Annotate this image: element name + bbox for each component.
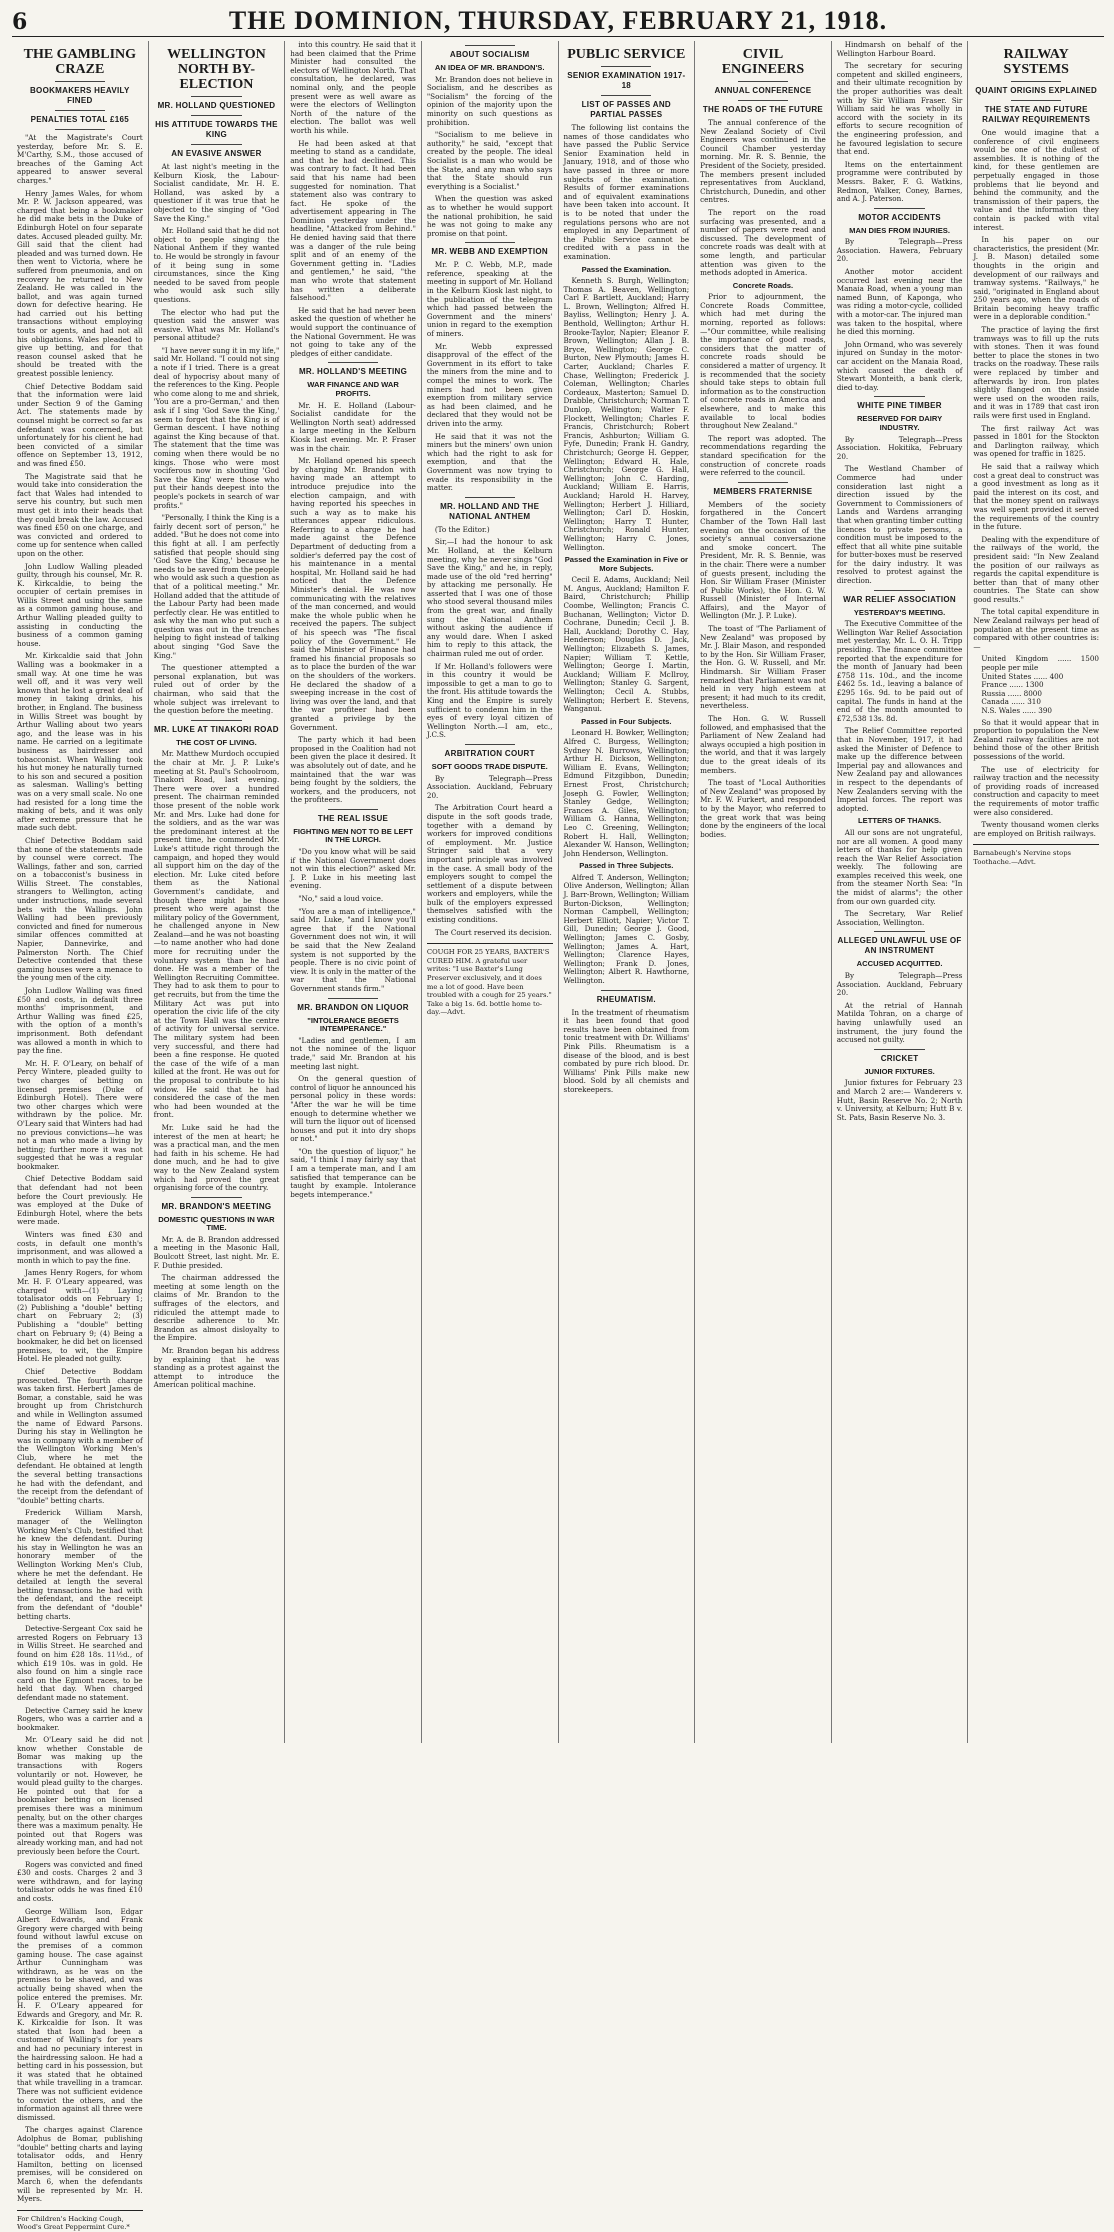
paragraph: Members of the society forgathered in the Concert Chamber of the Town Hall last evening on the occasion of the society's annual conversazione and smoke concert. The President, Mr. R. S. Bennie, was in the chair. There were a number of guests present, including the Hon. Sir William Fraser (Minister of Public Works), the Hon. G. W. Russell (Minister of Internal Affairs), and the Mayor of Wellington (Mr. J. P. Luke). [700,499,826,621]
subhead-rheumatism: RHEUMATISM. [596,994,656,1004]
paragraph: Mr. Holland said that he did not object to people singing the National Anthem if they wanted to. He would be strongly in favour of it being sung in some circumstances, since the King needed to be saved from people who would ask such silly questions. [153,226,280,304]
paragraph: Mr. H. E. Holland (Labour-Socialist candidate for the Wellington North seat) addressed a large meeting in the Kelburn Kiosk last evening. Mr. P. Fraser was in the chair. [290,400,416,453]
paragraph: By Telegraph—Press Association. Hokitika, February 20. [836,434,963,461]
paragraph: George William Ison, Edgar Albert Edwards, and Frank Gregory were charged with being found without lawful excuse on the premises of a common gaming house. The case against Arthur Cunningham was withdrawn, as he was on the premises to be shaved, and was actually being shaved when the police entered the premises. Mr. H. F. O'Leary appeared for Edwards and Gregory, and Mr. R. K. Kirkcaldie for Ison. It was stated that Ison had been a customer of Walling's for years and had no pecuniary interest in the hairdressing saloon. He had a betting card in his possession, but it was stated that he obtained that while travelling in a tramcar. There was not sufficient evidence to convict the others, and the information against all three were dismissed. [17,1906,143,2122]
subhead-minor: RESERVED FOR DAIRY INDUSTRY. [856,414,943,432]
list-heading: Passed in Four Subjects. [581,716,672,726]
subhead-socialism: ABOUT SOCIALISM [449,50,530,59]
headline-by-election: WELLINGTON NORTH BY-ELECTION [167,47,266,92]
paragraph: By Telegraph—Press Association. Auckland, February 20. [426,773,553,800]
subhead-minor: MAN DIES FROM INJURIES. [849,225,950,235]
paragraph: Chief Detective Boddam prosecuted. The fourth charge was taken first. Herbert James de Bomar, a constable, said he was brought up from Christchurch and while in Wellington assumed the name of Edward Parsons. During his stay in Wellington he was in company with a member of the Wellington Working Men's Club, where he met the defendant. He obtained at length the several betting transactions he had with the defendant, and the receipt from the defendant of "double" betting charts. [17,1366,143,1505]
column-4 [422,41,559,1743]
subhead-minor: WAR FINANCE AND WAR PROFITS. [307,380,399,398]
paragraph: Mr. Brandon began his address by explaining that he was standing as a protest against the attempt to introduce the American political machine. [153,1346,280,1390]
paragraph: "Socialism to me believe in authority," he said, "except that created by the people. The ideal Socialist is a man who would be the State, and any man who says that the State should run everything is a Socialist." [426,130,553,191]
subhead-holland-meeting: MR. HOLLAND'S MEETING [298,367,408,377]
paragraph: Frederick William Marsh, manager of the Wellington Working Men's Club, testified that he knew the defendant. During his stay in Wellington he was an honorary member of the Wellington Working Men's Club, where he met the defendant. He detailed at length the several betting transactions he had with the defendant, and the receipt from the defendant of "double" betting charts. [17,1508,143,1621]
paragraph: "Ladies and gentlemen, I am not the nominee of the liquor trade," said Mr. Brandon at his meeting last night. [290,1035,416,1071]
paragraph: He said that it was not the miners but the miners' own union which had the right to ask for exemption, and that the Government was now trying to evade its responsibility in the matter. [426,431,553,493]
page-number: 6 [12,9,28,35]
paragraph: John Ludlow Walling was fined £50 and costs, in default three months' imprisonment, and Arthur Walling was fined £25, with the option of a month's imprisonment. Both defendant was allowed a month in which to pay the fine. [17,986,143,1056]
paragraph: So that it would appear that in proportion to population the New Zealand railway facilities are not behind those of the other British possessions of the world. [973,717,1099,761]
headline-railway: RAILWAY SYSTEMS [1003,47,1069,77]
subhead-motor: MOTOR ACCIDENTS [858,212,941,222]
subhead: ANNUAL CONFERENCE [714,86,812,95]
paragraph: The following list contains the names of those candidates who have passed the Public Service Senior Examination held in January, 1918, and of those who have passed in three or more subjects of the examination. Results of former examinations and of equivalent examinations have been taken into account. It is to be noted that under the regulations persons who are not employed in any Department of the Public Service cannot be credited with a pass in the examination. [563,123,690,261]
paragraph: If Mr. Holland's followers were in this country it would be impossible to get a man to go to the front. His attitude towards the King and the Empire is surely sufficient to condemn him in the eyes of every loyal citizen of Wellington North.—I am, etc., J.C.S. [426,661,553,740]
advertisement: COUGH FOR 25 YEARS, BAXTER'S CURED HIM. A grateful user writes: "I use Baxter's Lung Preserver exclusively, and it does me a lot of good. Have been troubled with a cough for 25 years." Take a big 1s. 6d. bottle home to-day.—Advt. [426,948,552,1017]
subhead-minor: "INTOLERANCE BEGETS INTEMPERANCE." [307,1015,399,1034]
subhead-penalties: PENALTIES TOTAL £165 [30,115,129,124]
paragraph: Dealing with the expenditure of the railways of the world, the president said: "In New Zealand the position of our railways as regards the capital expenditure is better than that of many other countries. The State can show good results." [973,534,1099,604]
paragraph: He had been asked at that meeting to stand as a candidate, and that he had declined. This was contrary to fact. It had been said that his name had been suggested for nomination. That statement also was contrary to fact. He spoke of the advertisement appearing in The Dominion yesterday under the headline, "Attacked from Behind." He denied having said that there was a danger of the rule being split and of an enemy of the Government getting in. "Ladies and gentlemen," he said, "the man who wrote that statement has written a deliberate falsehood." [290,138,416,303]
subhead: QUAINT ORIGINS EXPLAINED [975,86,1098,95]
paragraph: Detective Carney said he knew Rogers, who was a carrier and a bookmaker. [17,1705,143,1732]
advertisement: In the treatment of rheumatism it has been found that good results have been obtained from tonic treatment with Dr. Williams' Pink Pills. Rheumatism is a disease of the blood, and is best combated by pure rich blood. Dr. Williams' Pink Pills make new blood. Sold by all chemists and storekeepers. [563,1007,690,1094]
list-item: France ...... 1300 [981,680,1044,690]
paragraph: Mr. Matthew Murdoch occupied the chair at Mr. J. P. Luke's meeting at St. Paul's Schoolroom, Tinakori Road, last evening. There were over a hundred present. The chairman reminded those present of the noble work Mr. and Mrs. Luke had done for the soldiers, and as the war was the predominant interest at the present time, he commended Mr. Luke's attitude right through the campaign, and hoped they would all support him on the day of the election. Mr. Luke cited before them as the National Government's candidate, and though there might be those present who were against the military policy of the Government, he challenged anyone in New Zealand—and he was not boasting—to name another who had done more for recruiting under the voluntary system than he had done. He was a member of the Wellington Recruiting Committee. They had to ask them to pour to get recruits, but from the time the Military Act was put into operation the civic life of the city at the Town Hall was the centre of activity for universal service. The military system had been very successful, and there had been a fine response. He quoted the case of the wife of a man killed at the front. He was out for the proposal to contribute to his widow. He said that he had considered the case of the men who had been wounded at the front. [153,749,280,1120]
paragraph: The practice of laying the first tramways was to fill up the ruts with stones. Then it was found better to place the stones in two tracks on the roadway. These rails were replaced by timber and afterwards by iron. Iron plates slightly flanged on the inside were used on the wooden rails, and it was in 1789 that cast iron rails were first used in England. [973,325,1099,420]
subhead-webb: MR. WEBB AND EXEMPTION [431,247,548,257]
headline-gambling: THE GAMBLING CRAZE [23,47,137,77]
subhead-minor: AN IDEA OF MR. BRANDON'S. [434,63,545,72]
column-2 [149,41,286,1743]
paragraph: All our sons are not ungrateful, nor are all women. A good many letters of thanks for help given reach the War Relief Association weekly. The following are examples received this week, one from the steamer North Sea: "In the midst of alarms"; the other from our own guarded city. [836,827,963,906]
paragraph: Mr. Luke said he had the interest of the men at heart; he was a practical man, and the men had faith in his scheme. He had done much, and he had to give way to the New Zealand system which had proved the great organising force of the country. [153,1122,280,1193]
paragraph: The total capital expenditure in New Zealand railways per head of population at the present time as compared with other countries is:— [973,607,1099,651]
paragraph: One would imagine that a conference of civil engineers would be one of the dullest of assemblies. It is nothing of the kind, for these gentlemen are perpetually engaged in those problems that lie beyond and behind the community, and the transmission of their papers, the value and the information they contain is packed with vital interest. [973,128,1099,232]
paragraph: The toast of "Local Authorities of New Zealand" was proposed by Mr. F. W. Furkert, and responded to by the Mayor, who referred to the great work that was being done by the engineers of the local bodies. [700,778,826,839]
subhead-minor: JUNIOR FIXTURES. [864,1066,935,1076]
newspaper-title: THE DOMINION, THURSDAY, FEBRUARY 21, 1918. [228,6,888,35]
paragraph: The Hon. G. W. Russell followed, and emphasised that the Parliament of New Zealand had always occupied a high position in the world, and that it was largely due to the great ideals of its members. [700,714,826,775]
paragraph: Detective-Sergeant Cox said he arrested Rogers on February 13 in Willis Street. He searched and found on him £28 18s. 11½d., of which £19 10s. was in gold. He also found on him a single race card on the Egmont races, to be held that day. When charged defendant made no statement. [17,1624,143,1702]
list-item: N.S. Wales ...... 390 [981,706,1053,715]
list-item: United Kingdom ...... 1500 people per mile [981,654,1099,673]
paragraph: At last night's meeting in the Kelburn Kiosk, the Labour-Socialist candidate, Mr. H. E. Holland, was asked by a questioner if it was true that he objected to the singing of "God Save the King." [153,162,280,223]
subhead: HIS ATTITUDE TOWARDS THE KING [155,120,278,139]
paragraph: Items on the entertainment programme were contributed by Messrs. Baker, F. G. Watkins, Redmon, Walker, Coney, Barnes, and A. J. Paterson. [836,159,963,204]
paragraph: The use of electricity for railway traction and the necessity of providing roads of increased construction and capacity to meet the requirements of motor traffic were also considered. [973,764,1099,817]
paragraph: into this country. He said that it had been claimed that the Prime Minister had consulted the electors of Wellington North. That consultation, he declared, was nominal only, and the people present were as well aware as were the electors of Wellington North of the nature of the election. The ballot was well worth his while. [290,40,416,135]
subhead-arbitration: ARBITRATION COURT [444,748,535,758]
paragraph: On the general question of control of liquor he announced his personal policy in these words: "After the war he will be time enough to determine whether we will turn the liquor out of licensed houses and put it into dry shops or not." [290,1074,416,1144]
paragraph: He said that a railway which cost a great deal to construct was a good investment as long as it paid the interest on its cost, and that the money spent on railways was well spent provided it served the requirements of the country in the future. [973,461,1099,532]
paragraph: The annual conference of the New Zealand Society of Civil Engineers was continued in the Council Chamber yesterday morning. Mr. R. S. Bennie, the President of the Society, presided. The members present included representatives from Auckland, Christchurch, Dunedin, and other centres. [700,118,826,205]
paragraph: (To the Editor.) [434,524,490,534]
paragraph: James Henry Rogers, for whom Mr. H. F. O'Leary appeared, was charged with—(1) Laying totalisator odds on February 1; (2) Publishing a "double" betting chart on February 2; (3) Publishing a "double" betting chart on February 9; (4) Being a bookmaker, he did bet on licensed premises, to wit, the Empire Hotel. He pleaded not guilty. [17,1268,143,1364]
name-list: Cecil E. Adams, Auckland; Neil M. Angus, Auckland; Hamilton F. Baird, Christchurch; Phillip Coombe, Wellington; Francis C. Buchanan, Wellington; Victor D. Cochrane, Dunedin; Cecil J. B. Hall, Auckland; Dorothy C. Hay, Henderson; Douglas D. Jack, Wellington; Elizabeth S. James, Napier; William T. Kettle, Wellington; George I. Martin, Auckland; William F. McIlroy, Wellington; Stanley G. Sargent, Wellington; Cecil A. Stubbs, Wellington; Herbert E. Stevens, Wanganui. [563,575,690,714]
rates-list [973,655,1099,715]
paragraph: The Westland Chamber of Commerce had under consideration last night a direction issued by the Government to Commissioners of Lands and Wardens arranging that when granting timber cutting licences to private persons, a condition must be imposed to the effect that all white pine suitable for butter-boxes must be reserved for the dairy industry. It was resolved to protest against the direction. [836,464,963,586]
columns [12,40,1104,2232]
column-8 [968,41,1104,1743]
paragraph: The report was adopted. The recommendations regarding the standard specification for the construction of concrete roads were referred to the council. [700,433,826,478]
paragraph: Mr. Brandon does not believe in Socialism, and he describes as "Socialism" the forcing of the opinion of the majority upon the minority on such questions as prohibition. [426,74,553,127]
paragraph: By Telegraph—Press Association. Auckland, February 20. [836,971,963,998]
subhead: LIST OF PASSES AND PARTIAL PASSES [581,100,672,119]
paragraph: The chairman addressed the meeting at some length on the claims of Mr. Brandon to the suffrages of the electors, and ridiculed the attempt made to describe adherence to Mr. Brandon as almost disloyalty to the Empire. [153,1273,280,1343]
name-list: Kenneth S. Burgh, Wellington; Thomas A. Beaven, Wellington; Carl F. Bartlett, Auckland; Harry L. Brown, Wellington; Alfred H. Bayliss, Wellington; Henry J. A. Benthold, Wellington; Arthur H. Brooke-Taylor, Napier; Eleanor F. Brown, Wellington; Allan J. B. Bryce, Wellington; George C. Burton, New Plymouth; James H. Carter, Auckland; Charles F. Chase, Wellington; Frederick J. Coleman, Wellington; Charles Cordeaux, Masterton; Samuel D. Drabble, Christchurch; Norman T. Dunlop, Wellington; Walter F. Flockett, Wellington; Charles F. Francis, Christchurch; Robert Francis, Ashburton; William G. Fyfe, Dunedin; Frank H. Gandry, Christchurch; George H. Gepper, Wellington; Edward H. Hale, Christchurch; George G. Hall, Wellington; John C. Harding, Auckland; William E. Harris, Auckland; Harold H. Harvey, Wellington; Herbert J. Hilliard, Wellington; Carl D. Hoskin, Wellington; Harry T. Hunter, Christchurch; Ronald Hunter, Wellington; Harry C. Jones, Wellington. [563,276,690,552]
paragraph: Chief Detective Boddam said that the information were laid under Section 9 of the Gaming Act. The statements made by counsel might be correct so far as defendant was concerned, but unfortunately for his client he had been convicted of a similar offence on September 13, 1912, and was fined £50. [17,381,143,468]
name-list: Alfred T. Anderson, Wellington; Olive Anderson, Wellington; Allan J. Barr-Brown, Wellington; William Burton-Dickson, Wellington; Norman Campbell, Wellington; Herbert Elliott, Napier; Victor T. Gill, Dunedin; George J. Good, Wellington; James C. Gosby, Wellington; James A. Hart, Wellington; Clarence Hayes, Wellington; Frank D. Jones, Wellington; Albert R. Hawthorne, Wellington. [563,872,690,985]
subhead-luke: MR. LUKE AT TINAKORI ROAD [154,724,279,734]
paragraph: The first railway Act was passed in 1801 for the Stockton and Darlington railway, which was opened for traffic in 1825. [973,423,1099,459]
subhead-minor: SOFT GOODS TRADE DISPUTE. [431,761,548,771]
paragraph: "At the Magistrate's Court yesterday, before Mr. S. E. M'Carthy, S.M., those accused of breaches of the Gaming Act appeared to answer several charges." [17,133,143,185]
paragraph: John Ludlow Walling pleaded guilty, through his counsel, Mr. R. K. Kirkcaldie, to being the occupier of certain premises in Willis Street and using the same as a common gaming house, and Arthur Walling pleaded guilty to assisting in conducting the business of a common gaming house. [17,561,143,648]
subhead-minor: Concrete Roads. [732,280,794,290]
headline-public-service: PUBLIC SERVICE [567,47,686,62]
paragraph: The Magistrate said that he would take into consideration the fact that Wales had intended to serve his country, but such men must get it into their heads that they could break the law. Accused was fined £50 on one charge, and was convicted and ordered to come up for sentence when called upon on the other. [17,471,143,558]
column-3 [285,41,422,1743]
paragraph: Mr. P. C. Webb, M.P., made reference, speaking at the meeting in support of Mr. Holland in the Kelburn Kiosk last night, to the publication of the telegram which had passed between the Government and the miners' union in regard to the exemption of miners. [426,260,553,339]
subhead-members: MEMBERS FRATERNISE [713,486,813,496]
paragraph: At the retrial of Hannah Matilda Tohran, on a charge of having unlawfully used an instrument, the jury found the accused not guilty. [836,1000,963,1045]
subhead: AN EVASIVE ANSWER [171,149,262,158]
paragraph: Mr. O'Leary said he did not know whether Constable de Bomar was making up the transactions with Rogers voluntarily or not. However, he would plead guilty to the charges. He pointed out that for a bookmaker betting on licensed premises there was a minimum penalty, but on the other charges there was a maximum penalty. He pointed out that Rogers was already working man, and had not previously been before the Court. [17,1735,143,1856]
subhead-minor: ACCUSED ACQUITTED. [856,959,943,969]
subhead-bookmakers: BOOKMAKERS HEAVILY FINED [29,86,130,105]
paragraph: The Court reserved its decision. [434,927,552,937]
list-heading: Passed the Examination. [581,264,672,274]
subhead-liquor: MR. BRANDON ON LIQUOR [297,1002,409,1012]
subhead: THE STATE AND FUTURE RAILWAY REQUIREMENTS [982,105,1091,124]
paragraph: Mr. Holland opened his speech by charging Mr. Brandon with having made an attempt to introduce prejudice into the election campaign, and with having reported his speeches in such a way as to make his utterances appear ridiculous. Referring to a charge he had made against the Defence Department of deducting from a soldier's deferred pay the cost of his maintenance in a mental hospital, Mr. Holland said he had noticed that the Defence Minister's denial. He was now communicating with the relatives of the man concerned, and would make the whole public when he received the papers. The subject of his speech was "The fiscal policy of the Government." He said the Minister of Finance had framed his financial proposals so as to place the burden of the war on the shoulders of the workers. He declared the shadow of a sweeping increase in the cost of living was over the land, and that the war profiteer had been granted a privilege by the Government. [290,456,416,732]
paragraph: Another motor accident occurred last evening near the Manaia Road, when a young man named Bunn, of Kaponga, who was riding a motor-cycle, collided with a motor-car. The injured man was taken to the hospital, where he died this morning. [836,267,963,337]
paragraph: Mr. H. F. O'Leary, on behalf of Percy Wintere, pleaded guilty to two charges of betting on licensed premises (Duke of Edinburgh Hotel). There were two other charges which were withdrawn by the police. Mr. O'Leary said that Winters had had no previous convictions—he was not a man who made a living by betting; further more it was not suggested that he was a regular bookmaker. [17,1058,143,1171]
list-item: Russia ...... 8000 [981,688,1042,698]
subhead-minor: DOMESTIC QUESTIONS IN WAR TIME. [158,1214,275,1233]
subhead: SENIOR EXAMINATION 1917-18 [567,71,686,90]
column-1 [12,41,149,2232]
paragraph: Winters was fined £30 and costs, in default one month's imprisonment, and was allowed a month in which to pay the fine. [17,1230,143,1265]
paragraph: "You are a man of intelligence," said Mr. Luke, "and I know you'll agree that if the National Government does not win, it will be said that the New Zealand system is not supported by the people. There is no civic point of view. It is only in the matter of the war that the National Government stands firm." [290,906,416,993]
paragraph: The report on the road surfacing was presented, and a number of papers were read and discussed. The development of concrete roads was dealt with at some length, and particular attention was given to the methods adopted in America. [700,207,826,278]
list-item: Canada ...... 310 [981,697,1041,707]
paragraph: Sir,—I had the honour to ask Mr. Holland, at the Kelburn meeting, why he never sings "God Save the King," and he, in reply, made use of the old "red herring" by attacking me personally. He asserted that I was one of those who stood several thousand miles from the great war, and finally sung the National Anthem without asking the audience if any would dare. When I asked him to reply to this attack, the chairman ruled me out of order. [426,537,553,659]
paragraph: Rogers was convicted and fined £30 and costs. Charges 2 and 3 were withdrawn, and for laying totalisator odds he was fined £10 and costs. [17,1859,143,1903]
name-list: Leonard H. Bowker, Wellington; Alfred C. Burgess, Wellington; Sydney N. Burrows, Wellington; Arthur H. Dickson, Wellington; William E. Evans, Wellington; Edmund Fitzgibbon, Dunedin; Ernest Frost, Christchurch; Joseph G. Fowler, Wellington; Stanley Gedge, Wellington; Frances A. Giles, Wellington; William G. Hanna, Wellington; Leo C. Greening, Wellington; Robert H. Hall, Wellington; Alexander W. Hanson, Wellington; John Henderson, Wellington. [563,728,690,858]
list-heading: Passed the Examination in Five or More Subjects. [564,555,688,573]
paragraph: The secretary for securing competent and skilled engineers, and their ultimate recognition by the proper authorities was dealt with by Sir William Fraser. Sir William said he was wholly in accord with the society in its efforts to secure recognition of the engineering profession, and he favoured legislation to secure that end. [836,61,963,157]
paragraph: John Ormand, who was severely injured on Sunday in the motor-car accident on the Manaia Road, which caused the death of Stewart Monteith, a bank clerk, died to-day. [836,339,963,392]
paragraph: Prior to adjournment, the Concrete Roads Committee, which had met during the morning, reported as follows:—"Our committee, while realising the importance of good roads, considers that the matter of concrete roads should be considered a matter of urgency. It is recommended that the society should take steps to obtain full information as to the construction of concrete roads in America and elsewhere, and to make this available to local bodies throughout New Zealand." [700,292,826,431]
subhead-minor: YESTERDAY'S MEETING. [853,607,946,617]
column-7 [832,41,969,1743]
advertisement: For Children's Hacking Cough, Wood's Great Peppermint Cure.* [17,2214,130,2232]
paragraph: "Personally, I think the King is a fairly decent sort of person," he added. "But he does not come into this fight at all. I am perfectly satisfied that people should sing 'God Save the King,' because he needs to be saved from the people who would ask such a question as that of a political meeting." Mr. Holland added that the attitude of the Labour Party had been made perfectly clear. He was entitled to ask why the man who put such a question was out in the trenches helping to fight instead of talking about singing "God Save the King." [153,513,280,660]
paragraph: Twenty thousand women clerks are employed on British railways. [973,820,1099,838]
column-6 [695,41,832,1743]
subhead-real-issue: THE REAL ISSUE [317,813,389,823]
paragraph: When the question was asked as to whether he would support the national prohibition, he said he was not going to make any promise on that point. [426,194,553,238]
paragraph: Chief Detective Boddam said that none of the statements made by counsel were correct. The Wallings, father and son, carried on a tobacconist's business in Willis Street. The constables, strangers to Wellington, acting under instructions, made several bets with the Wallings. John Walling had been previously convicted and fined for numerous similar offences committed at Napier, Dannevirke, and Palmerston North. The Chief Detective contended that these gaming houses were a menace to the young men of the city. [17,835,143,983]
paragraph: "No," said a loud voice. [298,894,384,904]
paragraph: He said that he had never been asked the question of whether he would support the continuance of the National Government. He was not going to take any of the pledges of either candidate. [290,305,416,358]
subhead-anthem: MR. HOLLAND AND THE NATIONAL ANTHEM [440,501,540,521]
paragraph: The party which it had been proposed in the Coalition had not been given the place it desired. It was absolutely out of date, and he maintained that the war was being fought by the soldiers, the workers, and the producers, not the profiteers. [290,735,416,805]
subhead-war-relief: WAR RELIEF ASSOCIATION [843,594,956,604]
paragraph: The Relief Committee reported that in November, 1917, it had asked the Minister of Defence to make up the difference between Imperial pay and allowances and New Zealand pay and allowances in respect to the dependants of New Zealanders serving with the Imperial forces. The report was adopted. [836,726,963,813]
paragraph: Junior fixtures for February 23 and March 2 are:— Wanderers v. Hutt, Basin Reserve No. 2; North v. University, at Kelburn; Hutt B v. St. Pats, Basin Reserve No. 3. [836,1078,963,1122]
paragraph: "I have never sung it in my life," said Mr. Holland. "I could not sing a note if I tried. There is a great deal of hypocrisy about many of the references to the King. People who come along to me and shriek, 'You are a pro-German,' and then ask if I sing 'God Save the King,' seem to forget that the King is of German descent. I have nothing against the King because of that. The statement that the time was coming when there would be no kings. Those who were most vociferous now in shouting 'God Save the King' were those who put their hands deepest into the people's pockets in search of war profits." [153,345,280,510]
paragraph: "Do you know what will be said if the National Government does not win this election?" asked Mr. J. P. Luke in his meeting last evening. [290,847,416,891]
paragraph: The Secretary, War Relief Association, Wellington. [836,909,963,927]
subhead: THE ROADS OF THE FUTURE [702,105,824,114]
paragraph: The Executive Committee of the Wellington War Relief Association met yesterday, Mr. L. O. H. Tripp presiding. The finance committee reported that the expenditure for the month of January had been £758 11s. 10d., and the income £462 5s. 1d., leaving a balance of £295 16s. 9d. to be paid out of capital. The funds in hand at the end of the month amounted to £72,538 13s. 8d. [836,619,963,723]
paragraph: Mr. Webb expressed disapproval of the effect of the Government in its effort to take the miners from the mine and to compel the mines to work. The miners had not been given exemption from military service as had been claimed, and he declared that they would not be driven into the army. [426,341,553,428]
paragraph: Henry James Wales, for whom Mr. P. W. Jackson appeared, was charged that being a bookmaker he did make bets in the Duke of Edinburgh Hotel on four separate dates. Accused pleaded guilty. Mr. Gill said that the client had pleaded and was turned down. He then went to Victoria, where he suffered from pneumonia, and on recovery he returned to New Zealand. He was called in the ballot, and was again turned down for defective hearing. He had carried out his betting transactions without employing touts or agents, and had not all his obligations. Wales pleaded to give up betting, and for that reason counsel asked that he should be treated with the greatest possible leniency. [17,188,143,379]
list-item: United States ...... 400 [981,671,1064,681]
subhead-cricket: CRICKET [880,1053,919,1063]
subhead-minor: THE COST OF LIVING. [176,737,257,747]
paragraph: The charges against Clarence Adolphus de Bomar, publishing "double" betting charts and laying totalisator odds, and Henry Hamilton, betting on licensed premises, will be considered on March 6, when the defendants will be represented by Mr. H. Myers. [17,2125,143,2204]
paragraph: Mr. Kirkcaldie said that John Walling was a bookmaker in a small way. At one time he was well off, and it was very well known that he lost a great deal of money in taking drinks, his brother, in England. The business in Willis Street was bought by Arthur Walling about two years ago, and the lease was in his name. He carried on a legitimate business as hairdresser and tobacconist. When Walling took his hut money he naturally turned to his son and secured a position as salesman. Walling's betting was on a very small scale. No one had resisted for a long time the making of bets, and it was only after extreme pressure that he made such debt. [17,651,143,833]
subhead-minor: LETTERS OF THANKS. [858,816,942,826]
paragraph: "On the question of liquor," he said, "I think I may fairly say that I am a temperate man, and I am satisfied that temperance can be taught by example. Intolerance begets intemperance." [290,1146,416,1199]
list-heading: Passed in Three Subjects. [579,861,674,871]
masthead [12,6,1104,37]
subhead-unlawful: ALLEGED UNLAWFUL USE OF AN INSTRUMENT [837,936,962,956]
paragraph: The toast of "The Parliament of New Zealand" was proposed by Mr. J. Blair Mason, and responded to by the Hon. Sir William Fraser, the Hon. G. W. Russell, and Mr. Hindmarsh. Sir William Fraser remarked that Parliament was not held in very high esteem at present; it had much to its credit, nevertheless. [700,624,826,711]
paragraph: Hindmarsh on behalf of the Wellington Harbour Board. [836,40,963,58]
subhead: MR. HOLLAND QUESTIONED [157,101,276,110]
paragraph: In his paper on our characteristics, the president (Mr. J. B. Mason) detailed some thoughts in the origin and development of our railways and tramway systems. "Railways," he said, "originated in England about 250 years ago, when the roads of Britain becoming heavy traffic were in a deplorable condition." [973,235,1099,322]
column-5 [559,41,696,1743]
headline-civil-engineers: CIVIL ENGINEERS [721,47,805,77]
subhead-pine: WHITE PINE TIMBER [857,401,942,411]
paragraph: Chief Detective Boddam said that defendant had not been before the Court previously. He was employed at the Duke of Edinburgh Hotel, where the bets were made. [17,1174,143,1227]
paragraph: The elector who had put the question said the answer was evasive. What was Mr. Holland's personal attitude? [153,307,280,343]
paragraph: Mr. A. de B. Brandon addressed a meeting in the Masonic Hall, Boulcott Street, last night. Mr. E. F. Duthie presided. [153,1234,280,1270]
subhead-brandon: MR. BRANDON'S MEETING [161,1201,272,1211]
paragraph: The questioner attempted a personal explanation, but was ruled out of order by the chairman, who said that the whole subject was irrelevant to the question before the meeting. [153,663,280,716]
advertisement: Barnabeugh's Nervine stops Toothache.—Advt. [973,849,1072,866]
paragraph: The Arbitration Court heard a dispute in the soft goods trade, together with a demand by workers for improved conditions of employment. Mr. Justice Stringer said that a very important principle was involved in the case. A small body of the employers sought to compel the settlement of a dispute between workers and employers, while the bulk of the employers expressed themselves satisfied with the existing conditions. [426,803,553,925]
subhead-minor: FIGHTING MEN NOT TO BE LEFT IN THE LURCH. [293,826,413,845]
paragraph: By Telegraph—Press Association. Hawera, February 20. [836,237,963,264]
